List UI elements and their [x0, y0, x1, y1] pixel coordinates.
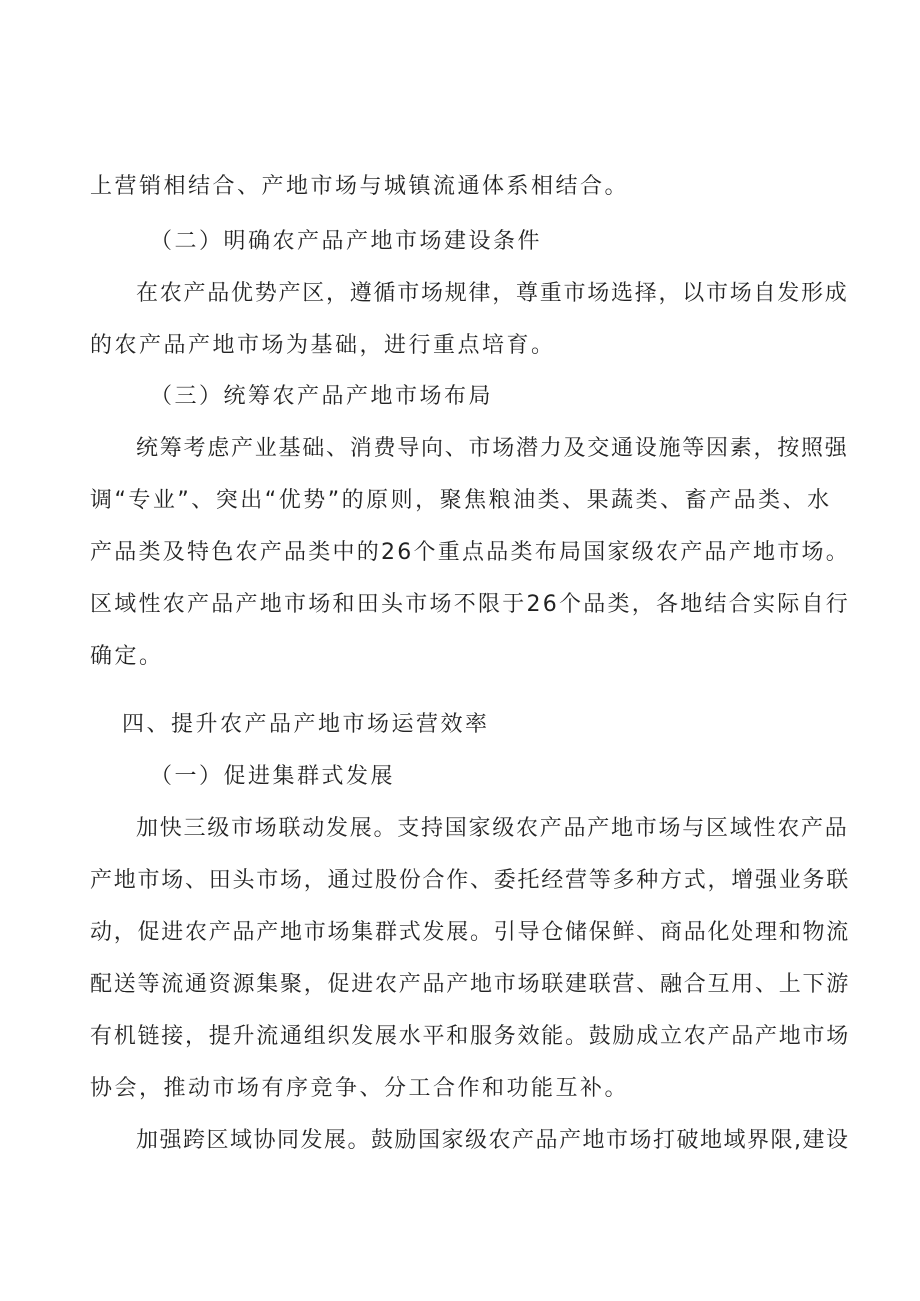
- subsection-heading: （二）明确农产品产地市场建设条件: [150, 229, 543, 254]
- paragraph-line: 协会，推动市场有序竞争、分工合作和功能互补。: [90, 1076, 630, 1101]
- paragraph-line: 区域性农产品产地市场和田头市场不限于26个品类，各地结合实际自行: [90, 592, 850, 617]
- section-heading: 四、提升农产品产地市场运营效率: [122, 712, 490, 737]
- paragraph-line: 在农产品优势产区，遵循市场规律，尊重市场选择，以市场自发形成: [136, 281, 849, 306]
- paragraph-line: 加强跨区域协同发展。鼓励国家级农产品产地市场打破地域界限,建设: [136, 1128, 850, 1153]
- subsection-heading: （一）促进集群式发展: [150, 764, 396, 789]
- paragraph-line: 调“专业”、突出“优势”的原则，聚焦粮油类、果蔬类、畜产品类、水: [90, 488, 832, 513]
- paragraph-line: 有机链接，提升流通组织发展水平和服务效能。鼓励成立农产品产地市场: [90, 1024, 851, 1049]
- paragraph-line: 产品类及特色农产品类中的26个重点品类布局国家级农产品产地市场。: [90, 540, 850, 565]
- paragraph-line: 产地市场、田头市场，通过股份合作、委托经营等多种方式，增强业务联: [90, 868, 851, 893]
- paragraph-line: 的农产品产地市场为基础，进行重点培育。: [90, 333, 556, 358]
- paragraph-line: 动，促进农产品产地市场集群式发展。引导仓储保鲜、商品化处理和物流: [90, 920, 851, 945]
- paragraph-line: 上营销相结合、产地市场与城镇流通体系相结合。: [90, 174, 630, 199]
- paragraph-line: 加快三级市场联动发展。支持国家级农产品产地市场与区域性农产品: [136, 816, 849, 841]
- subsection-heading: （三）统筹农产品产地市场布局: [150, 384, 494, 409]
- paragraph-line: 配送等流通资源集聚，促进农产品产地市场联建联营、融合互用、上下游: [90, 972, 851, 997]
- paragraph-line: 确定。: [90, 644, 164, 669]
- paragraph-line: 统筹考虑产业基础、消费导向、市场潜力及交通设施等因素，按照强: [136, 436, 849, 461]
